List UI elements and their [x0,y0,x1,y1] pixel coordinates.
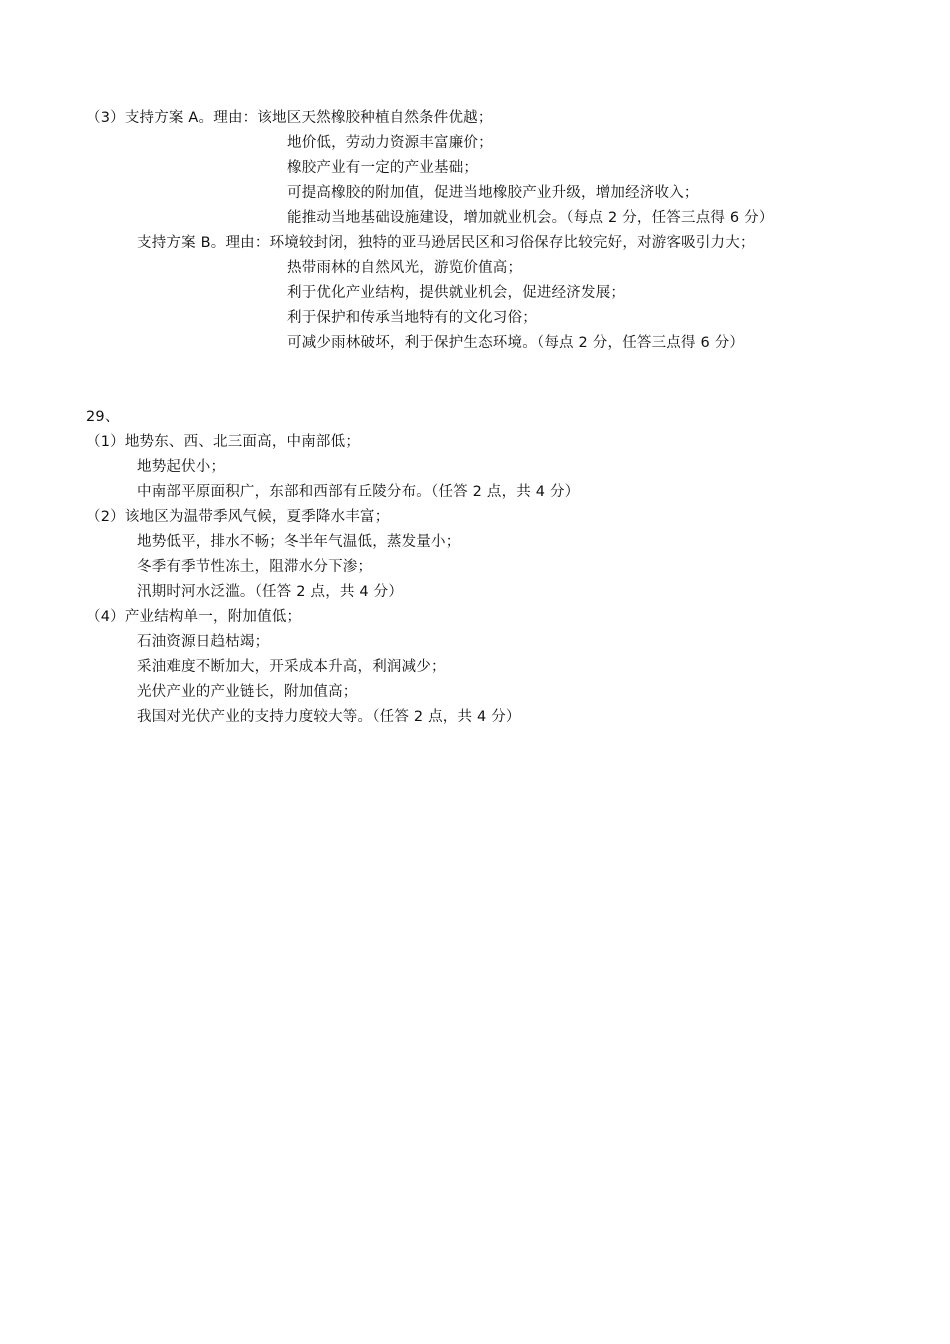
q29-part4-label: （4） [86,609,125,625]
option-b-reason-5: 可减少雨林破坏，利于保护生态环境。（每点 2 分，任答三点得 6 分） [287,335,745,351]
q29-part2-point-1: 该地区为温带季风气候，夏季降水丰富； [124,509,390,525]
q29-part1-point-2: 地势起伏小； [137,459,226,475]
q29-part2-point-4: 汛期时河水泛滥。（任答 2 点，共 4 分） [137,584,404,600]
q28-part3-option-a-line [86,108,493,128]
q29-part1-point-1: 地势东、西、北三面高，中南部低； [124,434,361,450]
option-a-label: （3）支持方案 A。理由： [86,110,258,126]
option-a-reason-1: 该地区天然橡胶种植自然条件优越； [257,110,493,126]
option-b-reason-1: 环境较封闭，独特的亚马逊居民区和习俗保存比较完好，对游客吸引力大； [269,235,755,251]
q29-part4-point-1: 产业结构单一，附加值低； [124,609,302,625]
option-a-reason-5: 能推动当地基础设施建设，增加就业机会。（每点 2 分，任答三点得 6 分） [287,210,774,226]
option-a-reason-2: 地价低，劳动力资源丰富廉价； [287,135,493,151]
q29-number: 29、 [86,409,120,425]
option-a-reason-4: 可提高橡胶的附加值，促进当地橡胶产业升级，增加经济收入； [287,185,699,201]
q29-part4-line-1 [86,607,301,627]
q29-part1-line-1 [86,432,360,452]
q28-part3-option-b-line [137,233,755,253]
q29-part1-label: （1） [86,434,125,450]
q29-part2-point-2: 地势低平，排水不畅；冬半年气温低，蒸发量小； [137,534,461,550]
q29-part1-point-3: 中南部平原面积广，东部和西部有丘陵分布。（任答 2 点，共 4 分） [137,484,580,500]
option-b-reason-2: 热带雨林的自然风光，游览价值高； [287,260,523,276]
q29-part4-point-3: 采油难度不断加大，开采成本升高，利润减少； [137,659,446,675]
option-a-reason-3: 橡胶产业有一定的产业基础； [287,160,479,176]
q29-part4-point-5: 我国对光伏产业的支持力度较大等。（任答 2 点，共 4 分） [137,709,521,725]
option-b-reason-3: 利于优化产业结构，提供就业机会，促进经济发展； [287,285,626,301]
q29-part2-line-1 [86,507,389,527]
q29-part2-label: （2） [86,509,125,525]
q29-part4-point-4: 光伏产业的产业链长，附加值高； [137,684,358,700]
q29-part2-point-3: 冬季有季节性冻土，阻滞水分下渗； [137,559,373,575]
option-b-reason-4: 利于保护和传承当地特有的文化习俗； [287,310,537,326]
q29-part4-point-2: 石油资源日趋枯竭； [137,634,270,650]
option-b-label: 支持方案 B。理由： [137,235,270,251]
